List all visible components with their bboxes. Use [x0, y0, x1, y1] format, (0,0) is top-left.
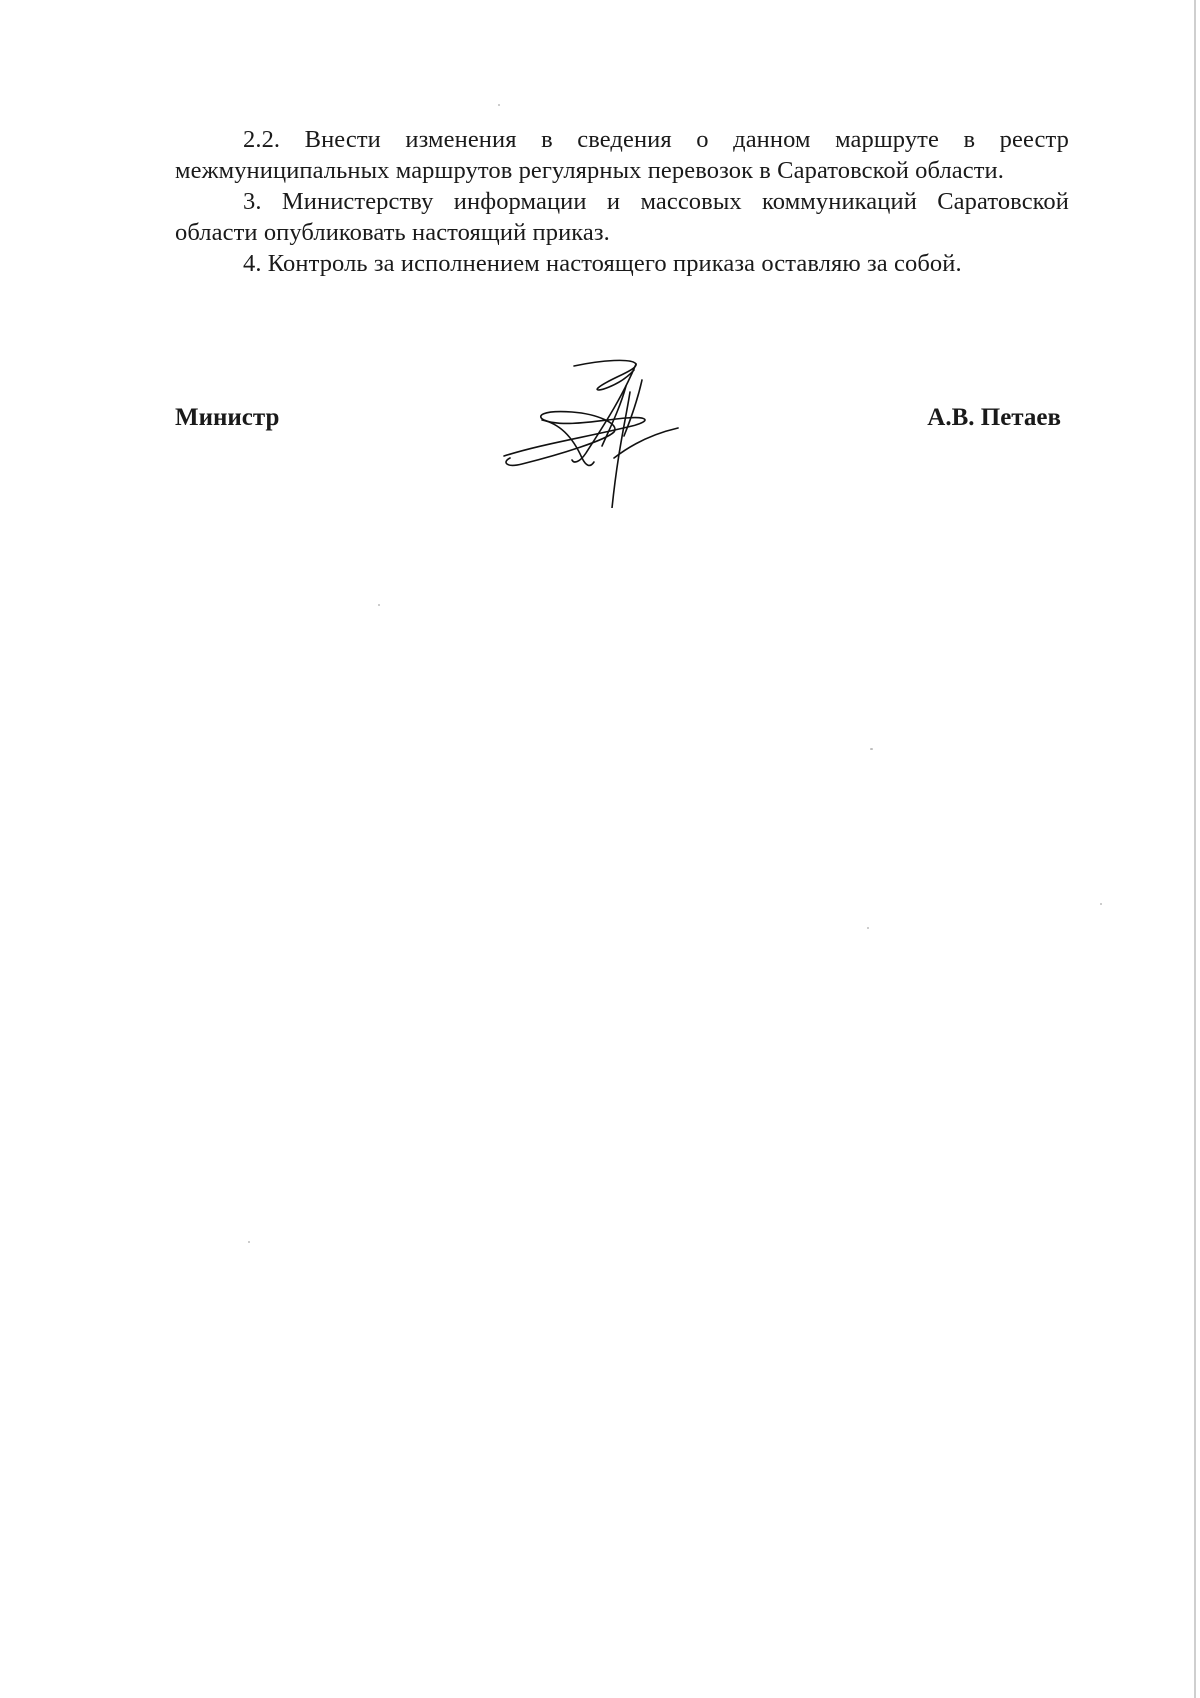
paragraph-4: 4. Контроль за исполнением настоящего приказа оставляю за собой. — [243, 250, 962, 277]
signer-position: Министр — [175, 404, 280, 431]
signer-name: А.В. Петаев — [927, 404, 1061, 431]
scan-speck — [248, 1241, 250, 1243]
paragraph-2-2: 2.2. Внести изменения в сведения о данном маршруте в реестр межмуниципальных маршрутов регулярных перевозок в Саратовской области. — [175, 126, 1069, 184]
document-body — [175, 124, 1069, 279]
scan-speck — [378, 604, 380, 606]
scan-speck — [498, 104, 500, 106]
scan-speck — [870, 748, 873, 750]
handwritten-signature — [502, 358, 702, 508]
scan-speck — [1100, 903, 1102, 905]
paragraph-3: 3. Министерству информации и массовых коммуникаций Саратовской области опубликовать настоящий приказ. — [175, 188, 1069, 246]
scan-edge — [1194, 0, 1196, 1698]
scan-speck — [867, 927, 869, 929]
